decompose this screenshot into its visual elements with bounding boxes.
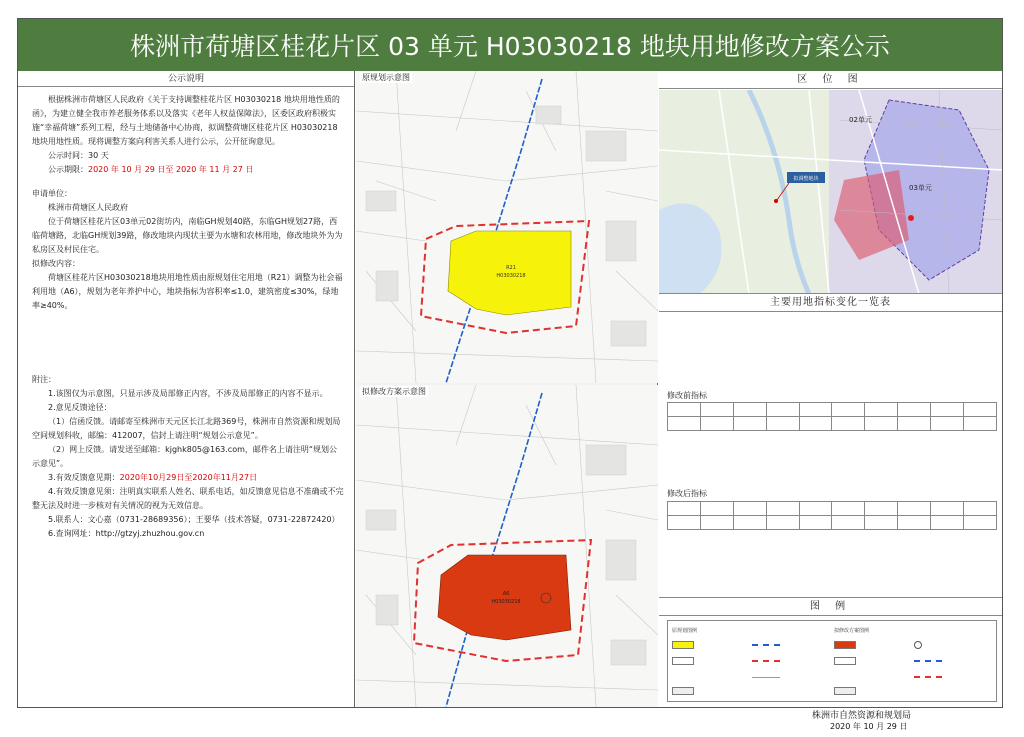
footer-org: 株洲市自然资源和规划局 — [812, 711, 912, 721]
legend-new: 拟修改方案图例 — [834, 627, 870, 634]
note-2a: （1）信函反馈。请邮寄至株洲市天元区长江北路369号，株洲市自然资源和规划局空间规划科收，邮编：412007，信封上请注明“规划公示意见”。 — [32, 417, 341, 440]
note-6: 6.查询网址：http://gtzyj.zhuzhou.gov.cn — [48, 529, 205, 538]
after-table — [667, 501, 997, 530]
legend-redline-2 — [914, 671, 942, 683]
revised-plan-map — [356, 385, 658, 707]
change-content: 荷塘区桂花片区H03030218地块用地性质由原规划住宅用地（R21）调整为社会福利用地（A6），规划为老年养护中心，地块指标为容积率≤1.0，建筑密度≤30%，绿地率≥40%。 — [32, 273, 343, 310]
legend-orig: 原规划图例 — [672, 627, 698, 634]
loc-callout-text: 拟调整地块 — [793, 176, 819, 182]
notice-deadline — [32, 163, 344, 177]
before-table — [667, 402, 997, 431]
loc-unit-02: 02单元 — [849, 116, 872, 124]
svg-text:H03030218: H03030218 — [491, 599, 521, 605]
table-row — [668, 502, 997, 516]
applicant-name: 株洲市荷塘区人民政府 — [48, 203, 128, 212]
legend-grey-swatch — [672, 685, 694, 697]
location-map — [659, 90, 1002, 294]
before-label: 修改前指标 — [667, 391, 707, 400]
svg-text:R21: R21 — [506, 265, 516, 271]
legend-grid — [667, 620, 997, 702]
legend-section — [659, 598, 1002, 707]
legend-yellow-swatch — [672, 639, 694, 651]
note-2: 2.意见反馈途径： — [48, 403, 112, 412]
legend-blue-line — [752, 639, 780, 651]
loc-unit-03: 03单元 — [909, 184, 932, 192]
page-title: 株洲市荷塘区桂花片区 03 单元 H03030218 地块用地修改方案公示 — [130, 32, 890, 61]
notes-label: 附注： — [32, 375, 56, 384]
legend-white-swatch-2 — [834, 655, 856, 667]
svg-text:H03030218: H03030218 — [496, 273, 526, 279]
indicator-table-section — [659, 294, 1002, 598]
legend-redline — [752, 655, 780, 667]
note-4: 4.有效反馈意见须：注明真实联系人姓名、联系电话，如反馈意见信息不准确或不完整无法及时进一步核对有关情况的视为无效信息。 — [32, 487, 344, 510]
table-row — [668, 417, 997, 431]
legend-circle — [914, 639, 922, 651]
maps-panel — [356, 71, 658, 707]
notice-intro: 根据株洲市荷塘区人民政府《关于支持调整桂花片区 H03030218 地块用地性质的函》，为建立健全我市养老服务体系以及落实《老年人权益保障法》，区委区政府积极实施“幸福荷塘”系列工程，经与土地储备中心协商，拟调整荷塘区桂花片区 H03030218 地块用地性质。现将调整方案向利害关系人进行公示，公开征询意见。 — [32, 95, 340, 146]
legend-grey-swatch-2 — [834, 685, 856, 697]
original-plan-map — [356, 71, 658, 383]
legend-blue-line-2 — [914, 655, 942, 667]
location-map-title: 区 位 图 — [659, 71, 1002, 89]
poster-frame — [17, 18, 1003, 708]
deadline-value: 2020 年 10 月 29 日至 2020 年 11 月 27 日 — [88, 165, 254, 174]
info-panel — [659, 71, 1002, 707]
after-label: 修改后指标 — [667, 489, 707, 498]
revised-plan-label: 拟修改方案示意图 — [362, 387, 426, 396]
legend-white-swatch — [672, 655, 694, 667]
deadline-label: 公示期限： — [48, 165, 88, 174]
notice-title: 公示说明 — [18, 71, 354, 87]
legend-grey-line — [752, 671, 780, 683]
original-plan-label: 原规划示意图 — [362, 73, 410, 82]
title-bar — [18, 19, 1002, 71]
note-5: 5.联系人：文心嘉（0731-28689356）；王要华（技术答疑，0731-22872420） — [48, 515, 340, 524]
table-row — [668, 516, 997, 530]
change-label: 拟修改内容： — [32, 259, 80, 268]
site-location: 位于荷塘区桂花片区03单元02街坊内，南临GH规划40路，东临GH规划27路，西临荷塘路，北临GH规划39路，修改地块内现状主要为水塘和农林用地，修改地块外为为私房区及村民住宅。 — [32, 217, 343, 254]
legend-red-swatch — [834, 639, 856, 651]
legend-title: 图 例 — [659, 598, 1002, 616]
note-2b: （2）网上反馈。请发送至邮箱：kjghk805@163.com，邮件名上请注明“规划公示意见”。 — [32, 445, 338, 468]
footer-date: 2020 年 10 月 29 日 — [830, 722, 908, 731]
table-row — [668, 403, 997, 417]
notice-period: 公示时间：30 天 — [48, 151, 109, 160]
notice-panel — [18, 71, 355, 707]
applicant-label: 申请单位： — [32, 189, 72, 198]
note-1: 1.该图仅为示意图，只显示涉及局部修正内容，不涉及局部修正的内容不显示。 — [48, 389, 328, 398]
note-3: 3.有效反馈意见期：2020年10月29日至2020年11月27日 — [48, 473, 258, 482]
indicators-title: 主要用地指标变化一览表 — [659, 294, 1002, 312]
svg-text:A6: A6 — [502, 591, 510, 597]
